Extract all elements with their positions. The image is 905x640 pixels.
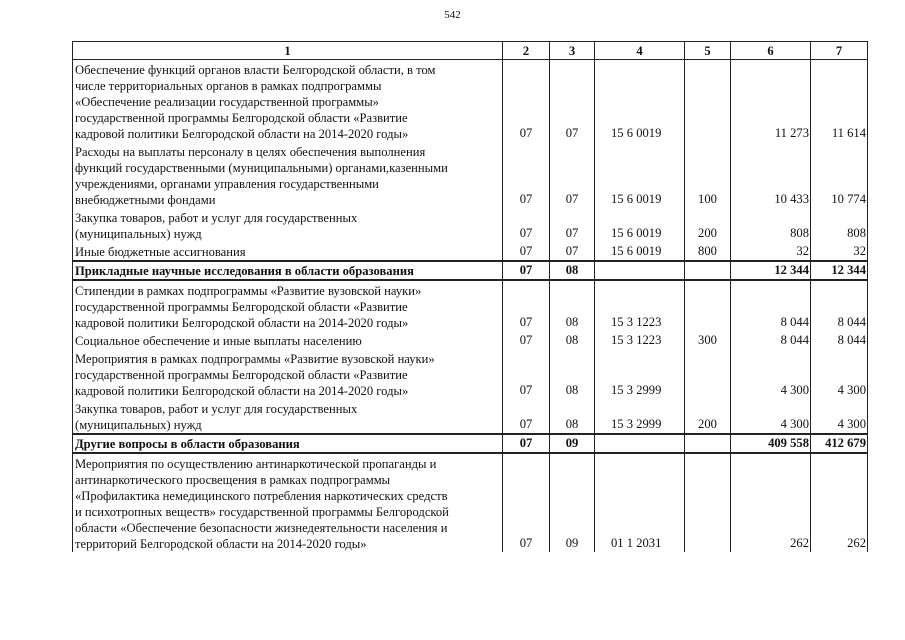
column-header-3: 3 [550,42,595,60]
table-row [73,399,868,434]
section-code: 07 [503,349,550,399]
description-line: территорий Белгородской области на 2014-2020 годы» [75,537,367,551]
description-line: Стипендии в рамках подпрограммы «Развитие вузовской науки» [75,284,422,298]
table-row [73,242,868,261]
table-row [73,331,868,349]
description-line: Закупка товаров, работ и услуг для государственных [75,402,358,416]
description-line: функций государственными (муниципальными) органами,казенными [75,161,448,175]
row-description [73,142,503,208]
row-description [73,331,503,349]
target-article-code: 15 6 0019 [595,242,685,261]
amount-year-1: 12 344 [731,261,811,280]
description-line: области «Обеспечение безопасности жизнедеятельности населения и [75,521,448,535]
amount-year-1: 262 [731,453,811,552]
section-code: 07 [503,399,550,434]
amount-year-1: 32 [731,242,811,261]
amount-year-2: 4 300 [811,349,868,399]
section-code: 07 [503,434,550,453]
subsection-code: 08 [550,349,595,399]
column-header-5: 5 [685,42,731,60]
table-row [73,142,868,208]
section-code: 07 [503,453,550,552]
amount-year-1: 8 044 [731,331,811,349]
expense-type-code: 200 [685,399,731,434]
expense-type-code: 200 [685,208,731,242]
table-row [73,60,868,143]
row-description [73,208,503,242]
section-code: 07 [503,261,550,280]
table-body [73,60,868,553]
section-code: 07 [503,331,550,349]
table-row [73,453,868,552]
header-row [73,42,868,60]
description-line: (муниципальных) нужд [75,418,202,432]
description-line: Прикладные научные исследования в области образования [75,264,414,278]
expense-type-code [685,60,731,143]
description-line: и психотропных веществ» государственной программы Белгородской [75,505,449,519]
section-row [73,434,868,453]
row-description [73,453,503,552]
subsection-code: 08 [550,399,595,434]
amount-year-1: 4 300 [731,349,811,399]
description-line: числе территориальных органов в рамках подпрограммы [75,79,382,93]
column-header-7: 7 [811,42,868,60]
target-article-code: 15 6 0019 [595,142,685,208]
target-article-code [595,434,685,453]
target-article-code: 15 3 1223 [595,331,685,349]
description-line: Другие вопросы в области образования [75,437,300,451]
section-code: 07 [503,280,550,331]
row-description [73,399,503,434]
row-description [73,261,503,280]
column-header-2: 2 [503,42,550,60]
expense-type-code: 300 [685,331,731,349]
amount-year-2: 8 044 [811,331,868,349]
section-code: 07 [503,60,550,143]
subsection-code: 09 [550,453,595,552]
description-line: Социальное обеспечение и иные выплаты населению [75,334,362,348]
expense-type-code [685,280,731,331]
amount-year-1: 8 044 [731,280,811,331]
subsection-code: 07 [550,242,595,261]
target-article-code: 15 3 2999 [595,399,685,434]
row-description [73,434,503,453]
section-code: 07 [503,208,550,242]
amount-year-1: 808 [731,208,811,242]
row-description [73,242,503,261]
section-row [73,261,868,280]
amount-year-1: 409 558 [731,434,811,453]
amount-year-2: 808 [811,208,868,242]
amount-year-2: 4 300 [811,399,868,434]
subsection-code: 08 [550,261,595,280]
description-line: кадровой политики Белгородской области на 2014-2020 годы» [75,127,409,141]
description-line: внебюджетными фондами [75,193,216,207]
page-number: 542 [444,9,461,21]
table-row [73,280,868,331]
amount-year-1: 11 273 [731,60,811,143]
target-article-code [595,261,685,280]
column-header-6: 6 [731,42,811,60]
section-code: 07 [503,242,550,261]
amount-year-2: 12 344 [811,261,868,280]
description-line: Мероприятия по осуществлению антинаркотической пропаганды и [75,457,437,471]
section-code: 07 [503,142,550,208]
budget-table [72,41,868,552]
subsection-code: 07 [550,142,595,208]
subsection-code: 08 [550,331,595,349]
amount-year-2: 11 614 [811,60,868,143]
expense-type-code: 800 [685,242,731,261]
row-description [73,60,503,143]
description-line: Расходы на выплаты персоналу в целях обеспечения выполнения [75,145,426,159]
budget-table-container [72,41,867,640]
amount-year-2: 10 774 [811,142,868,208]
subsection-code: 09 [550,434,595,453]
row-description [73,349,503,399]
amount-year-2: 262 [811,453,868,552]
description-line: государственной программы Белгородской области «Развитие [75,111,408,125]
description-line: кадровой политики Белгородской области на 2014-2020 годы» [75,316,409,330]
table-row [73,208,868,242]
column-header-4: 4 [595,42,685,60]
table-row [73,349,868,399]
expense-type-code [685,453,731,552]
amount-year-2: 8 044 [811,280,868,331]
description-line: государственной программы Белгородской области «Развитие [75,368,408,382]
target-article-code: 15 6 0019 [595,208,685,242]
target-article-code: 01 1 2031 [595,453,685,552]
amount-year-2: 32 [811,242,868,261]
column-header-1: 1 [73,42,503,60]
subsection-code: 07 [550,208,595,242]
expense-type-code [685,349,731,399]
amount-year-1: 4 300 [731,399,811,434]
subsection-code: 07 [550,60,595,143]
expense-type-code: 100 [685,142,731,208]
description-line: кадровой политики Белгородской области на 2014-2020 годы» [75,384,409,398]
description-line: Иные бюджетные ассигнования [75,245,246,259]
description-line: Закупка товаров, работ и услуг для государственных [75,211,358,225]
expense-type-code [685,261,731,280]
description-line: «Профилактика немедицинского потребления наркотических средств [75,489,448,503]
target-article-code: 15 3 2999 [595,349,685,399]
target-article-code: 15 3 1223 [595,280,685,331]
description-line: (муниципальных) нужд [75,227,202,241]
description-line: Обеспечение функций органов власти Белгородской области, в том [75,63,436,77]
target-article-code: 15 6 0019 [595,60,685,143]
row-description [73,280,503,331]
subsection-code: 08 [550,280,595,331]
amount-year-2: 412 679 [811,434,868,453]
description-line: учреждениями, органами управления государственными [75,177,379,191]
description-line: Мероприятия в рамках подпрограммы «Развитие вузовской науки» [75,352,435,366]
description-line: антинаркотического просвещения в рамках подпрограммы [75,473,391,487]
expense-type-code [685,434,731,453]
amount-year-1: 10 433 [731,142,811,208]
description-line: государственной программы Белгородской области «Развитие [75,300,408,314]
description-line: «Обеспечение реализации государственной программы» [75,95,379,109]
